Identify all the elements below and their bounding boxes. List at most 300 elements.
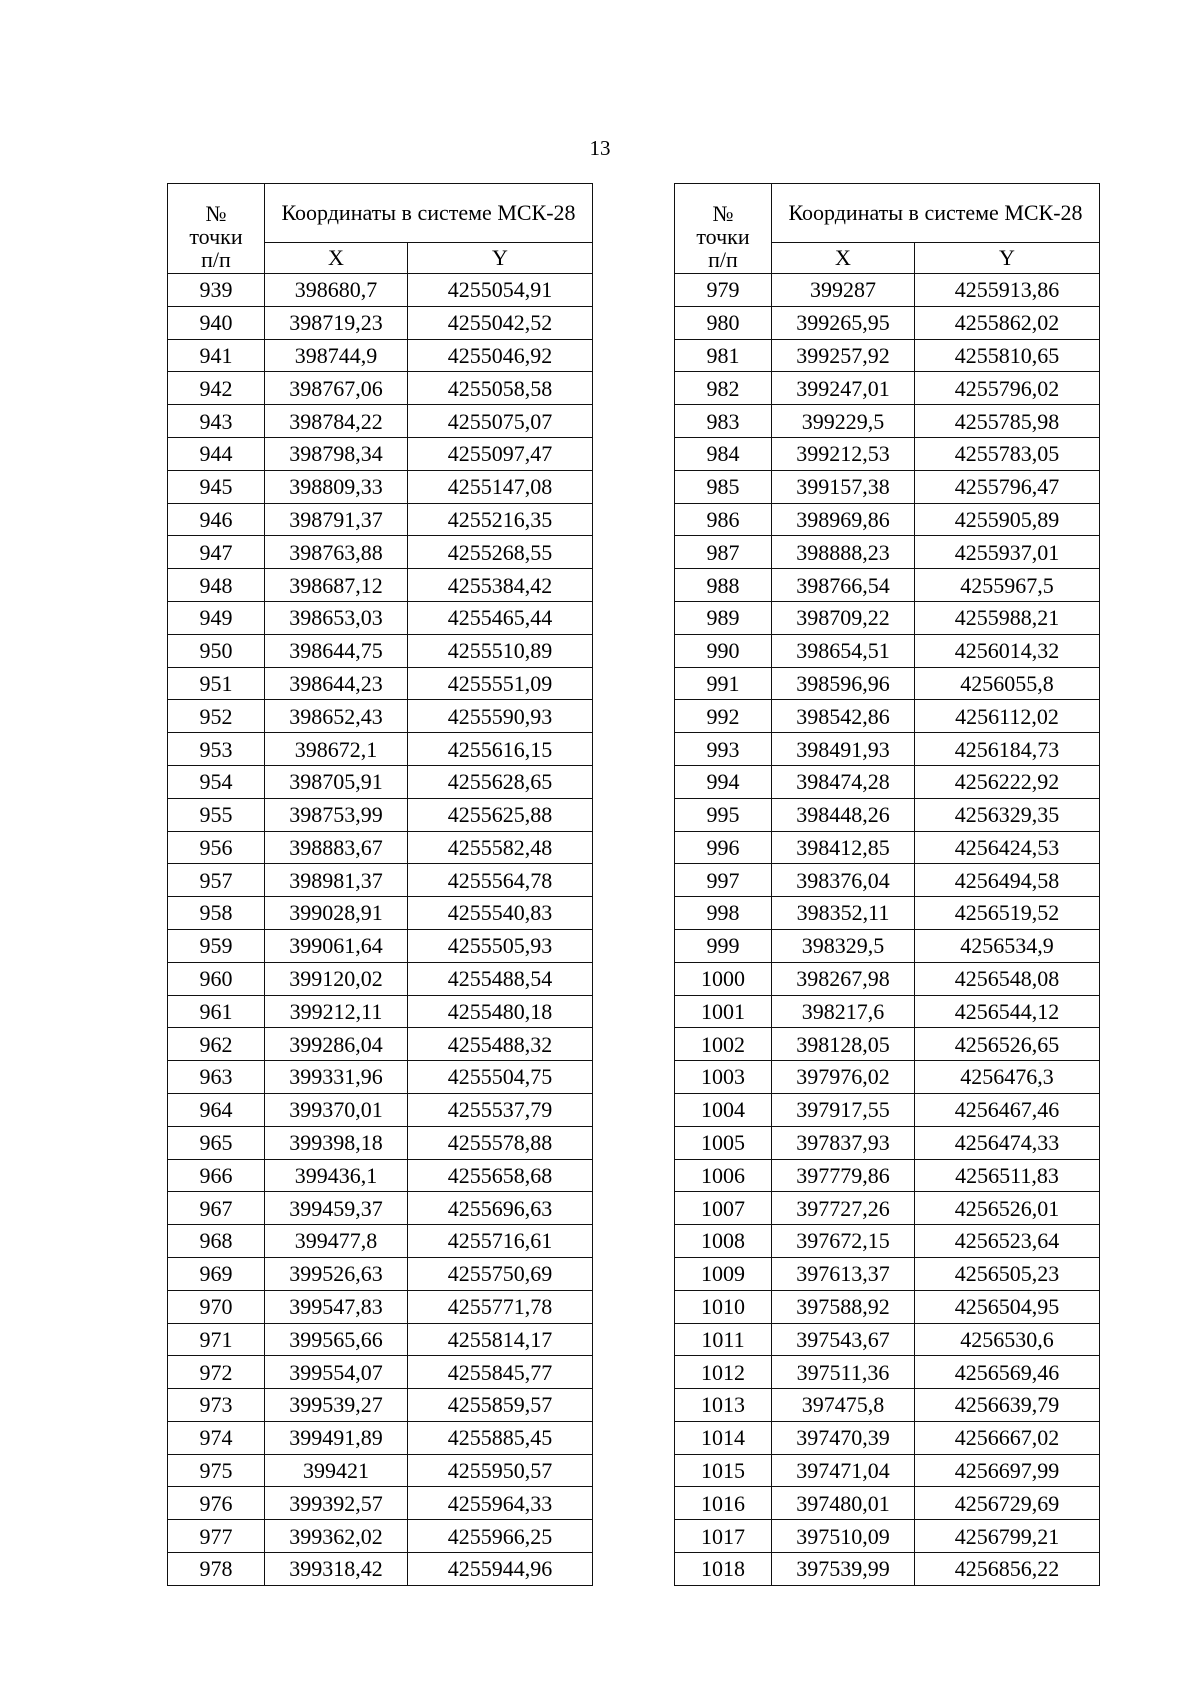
y-coordinate-cell: 4255551,09 <box>408 667 593 700</box>
x-coordinate-cell: 397543,67 <box>772 1323 915 1356</box>
point-number-cell: 1018 <box>675 1553 772 1586</box>
x-coordinate-cell: 399421 <box>265 1454 408 1487</box>
y-coordinate-cell: 4256856,22 <box>915 1553 1100 1586</box>
point-number-cell: 1005 <box>675 1126 772 1159</box>
table-row <box>168 765 593 798</box>
x-coordinate-cell: 399392,57 <box>265 1487 408 1520</box>
page-number: 13 <box>589 136 611 160</box>
point-number-cell: 1000 <box>675 962 772 995</box>
y-coordinate-cell: 4255058,58 <box>408 372 593 405</box>
x-coordinate-cell: 399547,83 <box>265 1290 408 1323</box>
point-number-cell: 992 <box>675 700 772 733</box>
point-number-cell: 994 <box>675 765 772 798</box>
y-coordinate-cell: 4256519,52 <box>915 897 1100 930</box>
table-row <box>168 733 593 766</box>
y-coordinate-cell: 4256534,9 <box>915 929 1100 962</box>
y-coordinate-cell: 4255716,61 <box>408 1225 593 1258</box>
y-coordinate-cell: 4255771,78 <box>408 1290 593 1323</box>
x-coordinate-cell: 398542,86 <box>772 700 915 733</box>
x-coordinate-cell: 398791,37 <box>265 503 408 536</box>
table-row <box>168 1421 593 1454</box>
x-coordinate-cell: 399477,8 <box>265 1225 408 1258</box>
coordinates-table-left <box>167 183 593 1586</box>
x-coordinate-cell: 399265,95 <box>772 306 915 339</box>
table-row <box>168 1126 593 1159</box>
point-number-cell: 999 <box>675 929 772 962</box>
table-row <box>675 1487 1100 1520</box>
table-row <box>675 405 1100 438</box>
x-coordinate-cell: 397613,37 <box>772 1257 915 1290</box>
table-row <box>168 1520 593 1553</box>
y-coordinate-cell: 4256329,35 <box>915 798 1100 831</box>
y-coordinate-cell: 4255785,98 <box>915 405 1100 438</box>
point-number-cell: 948 <box>168 569 265 602</box>
y-coordinate-cell: 4255097,47 <box>408 437 593 470</box>
x-coordinate-cell: 399212,53 <box>772 437 915 470</box>
point-number-cell: 968 <box>168 1225 265 1258</box>
table-row <box>675 1389 1100 1422</box>
y-coordinate-cell: 4255054,91 <box>408 274 593 307</box>
y-coordinate-cell: 4255147,08 <box>408 470 593 503</box>
table-row <box>675 1159 1100 1192</box>
table-row <box>675 503 1100 536</box>
y-coordinate-cell: 4256569,46 <box>915 1356 1100 1389</box>
y-coordinate-cell: 4255885,45 <box>408 1421 593 1454</box>
table-row <box>675 1454 1100 1487</box>
point-number-cell: 979 <box>675 274 772 307</box>
table-row <box>675 339 1100 372</box>
y-coordinate-cell: 4255505,93 <box>408 929 593 962</box>
x-coordinate-cell: 398653,03 <box>265 601 408 634</box>
y-coordinate-cell: 4255384,42 <box>408 569 593 602</box>
y-coordinate-cell: 4255268,55 <box>408 536 593 569</box>
x-coordinate-cell: 399539,27 <box>265 1389 408 1422</box>
x-coordinate-cell: 399286,04 <box>265 1028 408 1061</box>
table-row <box>675 1520 1100 1553</box>
point-number-cell: 972 <box>168 1356 265 1389</box>
y-coordinate-cell: 4255814,17 <box>408 1323 593 1356</box>
x-coordinate-cell: 399526,63 <box>265 1257 408 1290</box>
x-coordinate-cell: 398763,88 <box>265 536 408 569</box>
table-row <box>675 1093 1100 1126</box>
point-number-cell: 1002 <box>675 1028 772 1061</box>
table-row <box>168 1093 593 1126</box>
table-row <box>675 667 1100 700</box>
x-coordinate-cell: 399436,1 <box>265 1159 408 1192</box>
x-column-header: X <box>265 243 408 274</box>
x-coordinate-cell: 398217,6 <box>772 995 915 1028</box>
y-coordinate-cell: 4255042,52 <box>408 306 593 339</box>
point-number-cell: 987 <box>675 536 772 569</box>
y-coordinate-cell: 4256112,02 <box>915 700 1100 733</box>
point-number-cell: 1011 <box>675 1323 772 1356</box>
x-coordinate-cell: 398719,23 <box>265 306 408 339</box>
point-number-cell: 1015 <box>675 1454 772 1487</box>
y-column-header: Y <box>408 243 593 274</box>
y-coordinate-cell: 4255913,86 <box>915 274 1100 307</box>
y-coordinate-cell: 4255937,01 <box>915 536 1100 569</box>
point-number-cell: 962 <box>168 1028 265 1061</box>
point-number-cell: 980 <box>675 306 772 339</box>
table-row <box>675 1356 1100 1389</box>
x-coordinate-cell: 398267,98 <box>772 962 915 995</box>
y-coordinate-cell: 4255616,15 <box>408 733 593 766</box>
point-number-cell: 1001 <box>675 995 772 1028</box>
x-coordinate-cell: 399061,64 <box>265 929 408 962</box>
y-coordinate-cell: 4256523,64 <box>915 1225 1100 1258</box>
point-number-cell: 996 <box>675 831 772 864</box>
point-number-cell: 990 <box>675 634 772 667</box>
x-coordinate-cell: 398644,23 <box>265 667 408 700</box>
point-number-cell: 954 <box>168 765 265 798</box>
y-coordinate-cell: 4255488,54 <box>408 962 593 995</box>
table-row <box>168 1487 593 1520</box>
x-coordinate-cell: 398687,12 <box>265 569 408 602</box>
table-row <box>675 601 1100 634</box>
y-coordinate-cell: 4255810,65 <box>915 339 1100 372</box>
y-coordinate-cell: 4255216,35 <box>408 503 593 536</box>
coordinate-system-header: Координаты в системе МСК-28 <box>772 184 1100 243</box>
x-coordinate-cell: 398352,11 <box>772 897 915 930</box>
y-coordinate-cell: 4255905,89 <box>915 503 1100 536</box>
x-coordinate-cell: 398709,22 <box>772 601 915 634</box>
point-number-cell: 993 <box>675 733 772 766</box>
table-row <box>168 1159 593 1192</box>
table-row <box>675 1257 1100 1290</box>
y-coordinate-cell: 4255845,77 <box>408 1356 593 1389</box>
x-coordinate-cell: 398329,5 <box>772 929 915 962</box>
y-coordinate-cell: 4255796,02 <box>915 372 1100 405</box>
y-coordinate-cell: 4256526,01 <box>915 1192 1100 1225</box>
x-coordinate-cell: 398766,54 <box>772 569 915 602</box>
table-row <box>168 503 593 536</box>
table-row <box>168 1389 593 1422</box>
point-number-cell: 1016 <box>675 1487 772 1520</box>
point-number-cell: 944 <box>168 437 265 470</box>
x-coordinate-cell: 398784,22 <box>265 405 408 438</box>
table-row <box>675 1225 1100 1258</box>
point-number-cell: 988 <box>675 569 772 602</box>
point-number-cell: 953 <box>168 733 265 766</box>
point-number-cell: 1003 <box>675 1061 772 1094</box>
y-coordinate-cell: 4255964,33 <box>408 1487 593 1520</box>
point-number-cell: 955 <box>168 798 265 831</box>
y-coordinate-cell: 4255504,75 <box>408 1061 593 1094</box>
x-coordinate-cell: 399028,91 <box>265 897 408 930</box>
point-number-cell: 991 <box>675 667 772 700</box>
y-coordinate-cell: 4256799,21 <box>915 1520 1100 1553</box>
table-row <box>675 765 1100 798</box>
table-row <box>168 667 593 700</box>
point-number-cell: 995 <box>675 798 772 831</box>
y-coordinate-cell: 4255465,44 <box>408 601 593 634</box>
y-coordinate-cell: 4255988,21 <box>915 601 1100 634</box>
x-coordinate-cell: 397976,02 <box>772 1061 915 1094</box>
table-row <box>168 831 593 864</box>
table-row <box>168 1257 593 1290</box>
table-row <box>675 995 1100 1028</box>
x-coordinate-cell: 398883,67 <box>265 831 408 864</box>
y-coordinate-cell: 4256055,8 <box>915 667 1100 700</box>
x-coordinate-cell: 399212,11 <box>265 995 408 1028</box>
y-coordinate-cell: 4255944,96 <box>408 1553 593 1586</box>
y-coordinate-cell: 4256424,53 <box>915 831 1100 864</box>
point-number-cell: 970 <box>168 1290 265 1323</box>
x-coordinate-cell: 398767,06 <box>265 372 408 405</box>
point-number-cell: 947 <box>168 536 265 569</box>
point-number-cell: 986 <box>675 503 772 536</box>
point-number-cell: 966 <box>168 1159 265 1192</box>
table-row <box>168 569 593 602</box>
x-coordinate-cell: 397837,93 <box>772 1126 915 1159</box>
table-row <box>675 1028 1100 1061</box>
y-coordinate-cell: 4255537,79 <box>408 1093 593 1126</box>
point-number-cell: 1014 <box>675 1421 772 1454</box>
point-number-cell: 963 <box>168 1061 265 1094</box>
y-coordinate-cell: 4256494,58 <box>915 864 1100 897</box>
x-coordinate-cell: 398809,33 <box>265 470 408 503</box>
y-coordinate-cell: 4255625,88 <box>408 798 593 831</box>
point-number-cell: 964 <box>168 1093 265 1126</box>
x-coordinate-cell: 399229,5 <box>772 405 915 438</box>
x-coordinate-cell: 399331,96 <box>265 1061 408 1094</box>
x-coordinate-cell: 398798,34 <box>265 437 408 470</box>
x-coordinate-cell: 398981,37 <box>265 864 408 897</box>
point-number-cell: 950 <box>168 634 265 667</box>
x-coordinate-cell: 399120,02 <box>265 962 408 995</box>
point-number-cell: 1017 <box>675 1520 772 1553</box>
point-number-cell: 981 <box>675 339 772 372</box>
point-number-cell: 1004 <box>675 1093 772 1126</box>
point-number-cell: 957 <box>168 864 265 897</box>
y-coordinate-cell: 4255582,48 <box>408 831 593 864</box>
x-coordinate-cell: 398753,99 <box>265 798 408 831</box>
table-row <box>168 929 593 962</box>
x-coordinate-cell: 398474,28 <box>772 765 915 798</box>
point-number-cell: 982 <box>675 372 772 405</box>
point-number-cell: 952 <box>168 700 265 733</box>
x-coordinate-cell: 397917,55 <box>772 1093 915 1126</box>
x-coordinate-cell: 398376,04 <box>772 864 915 897</box>
point-number-cell: 978 <box>168 1553 265 1586</box>
point-number-cell: 977 <box>168 1520 265 1553</box>
y-coordinate-cell: 4255590,93 <box>408 700 593 733</box>
x-coordinate-cell: 399287 <box>772 274 915 307</box>
table-row <box>675 1323 1100 1356</box>
table-row <box>168 634 593 667</box>
point-number-cell: 943 <box>168 405 265 438</box>
y-coordinate-cell: 4255578,88 <box>408 1126 593 1159</box>
x-coordinate-cell: 398672,1 <box>265 733 408 766</box>
y-coordinate-cell: 4256639,79 <box>915 1389 1100 1422</box>
point-number-cell: 958 <box>168 897 265 930</box>
point-number-cell: 969 <box>168 1257 265 1290</box>
x-coordinate-cell: 399257,92 <box>772 339 915 372</box>
table-row <box>168 437 593 470</box>
table-row <box>675 306 1100 339</box>
point-number-cell: 949 <box>168 601 265 634</box>
coordinates-table-right <box>674 183 1100 1586</box>
point-number-cell: 956 <box>168 831 265 864</box>
x-coordinate-cell: 397588,92 <box>772 1290 915 1323</box>
table-row <box>675 1421 1100 1454</box>
table-row <box>675 634 1100 667</box>
coordinate-system-header: Координаты в системе МСК-28 <box>265 184 593 243</box>
x-coordinate-cell: 399565,66 <box>265 1323 408 1356</box>
table-row <box>675 470 1100 503</box>
x-coordinate-cell: 397672,15 <box>772 1225 915 1258</box>
table-body-right <box>675 274 1100 1586</box>
table-row <box>168 700 593 733</box>
table-row <box>675 1290 1100 1323</box>
y-coordinate-cell: 4255750,69 <box>408 1257 593 1290</box>
point-number-cell: 959 <box>168 929 265 962</box>
point-number-cell: 998 <box>675 897 772 930</box>
point-number-cell: 965 <box>168 1126 265 1159</box>
point-number-cell: 941 <box>168 339 265 372</box>
y-coordinate-cell: 4255540,83 <box>408 897 593 930</box>
y-coordinate-cell: 4256697,99 <box>915 1454 1100 1487</box>
y-coordinate-cell: 4256526,65 <box>915 1028 1100 1061</box>
table-row <box>675 864 1100 897</box>
table-row <box>675 831 1100 864</box>
table-row <box>168 306 593 339</box>
y-coordinate-cell: 4255510,89 <box>408 634 593 667</box>
y-coordinate-cell: 4255564,78 <box>408 864 593 897</box>
table-row <box>675 962 1100 995</box>
point-number-cell: 960 <box>168 962 265 995</box>
x-coordinate-cell: 397480,01 <box>772 1487 915 1520</box>
table-row <box>168 1356 593 1389</box>
x-coordinate-cell: 398888,23 <box>772 536 915 569</box>
x-coordinate-cell: 397471,04 <box>772 1454 915 1487</box>
y-coordinate-cell: 4255859,57 <box>408 1389 593 1422</box>
table-row <box>675 1553 1100 1586</box>
x-coordinate-cell: 399157,38 <box>772 470 915 503</box>
table-row <box>675 569 1100 602</box>
y-coordinate-cell: 4255862,02 <box>915 306 1100 339</box>
y-coordinate-cell: 4255658,68 <box>408 1159 593 1192</box>
x-coordinate-cell: 397727,26 <box>772 1192 915 1225</box>
point-number-cell: 939 <box>168 274 265 307</box>
table-row <box>168 1192 593 1225</box>
point-number-cell: 1007 <box>675 1192 772 1225</box>
x-coordinate-cell: 398969,86 <box>772 503 915 536</box>
point-number-cell: 967 <box>168 1192 265 1225</box>
table-row <box>675 733 1100 766</box>
x-coordinate-cell: 398680,7 <box>265 274 408 307</box>
y-coordinate-cell: 4256467,46 <box>915 1093 1100 1126</box>
point-number-cell: 984 <box>675 437 772 470</box>
point-number-header: № точки п/п <box>675 184 772 274</box>
table-row <box>675 437 1100 470</box>
point-number-cell: 946 <box>168 503 265 536</box>
x-column-header: X <box>772 243 915 274</box>
table-row <box>168 536 593 569</box>
x-coordinate-cell: 398412,85 <box>772 831 915 864</box>
table-row <box>675 929 1100 962</box>
table-row <box>675 372 1100 405</box>
y-coordinate-cell: 4255783,05 <box>915 437 1100 470</box>
x-coordinate-cell: 397510,09 <box>772 1520 915 1553</box>
y-coordinate-cell: 4256474,33 <box>915 1126 1100 1159</box>
x-coordinate-cell: 398644,75 <box>265 634 408 667</box>
x-coordinate-cell: 397475,8 <box>772 1389 915 1422</box>
x-coordinate-cell: 399398,18 <box>265 1126 408 1159</box>
table-row <box>675 700 1100 733</box>
table-row <box>168 897 593 930</box>
table-row <box>675 798 1100 831</box>
table-row <box>168 798 593 831</box>
y-coordinate-cell: 4256544,12 <box>915 995 1100 1028</box>
point-number-header: № точки п/п <box>168 184 265 274</box>
table-row <box>168 864 593 897</box>
table-row <box>675 536 1100 569</box>
table-row <box>675 897 1100 930</box>
point-number-cell: 985 <box>675 470 772 503</box>
y-coordinate-cell: 4256505,23 <box>915 1257 1100 1290</box>
x-coordinate-cell: 398654,51 <box>772 634 915 667</box>
y-coordinate-cell: 4256530,6 <box>915 1323 1100 1356</box>
table-row <box>168 470 593 503</box>
x-coordinate-cell: 399370,01 <box>265 1093 408 1126</box>
table-row <box>168 995 593 1028</box>
table-row <box>168 1323 593 1356</box>
table-row <box>168 1454 593 1487</box>
y-coordinate-cell: 4255796,47 <box>915 470 1100 503</box>
y-coordinate-cell: 4256184,73 <box>915 733 1100 766</box>
x-coordinate-cell: 398128,05 <box>772 1028 915 1061</box>
x-coordinate-cell: 398596,96 <box>772 667 915 700</box>
point-number-cell: 974 <box>168 1421 265 1454</box>
y-coordinate-cell: 4256222,92 <box>915 765 1100 798</box>
x-coordinate-cell: 397539,99 <box>772 1553 915 1586</box>
table-row <box>168 405 593 438</box>
point-number-cell: 983 <box>675 405 772 438</box>
x-coordinate-cell: 399318,42 <box>265 1553 408 1586</box>
x-coordinate-cell: 397511,36 <box>772 1356 915 1389</box>
point-number-cell: 942 <box>168 372 265 405</box>
table-row <box>168 1553 593 1586</box>
point-number-cell: 1006 <box>675 1159 772 1192</box>
y-coordinate-cell: 4255480,18 <box>408 995 593 1028</box>
point-number-cell: 989 <box>675 601 772 634</box>
x-coordinate-cell: 399362,02 <box>265 1520 408 1553</box>
y-coordinate-cell: 4255046,92 <box>408 339 593 372</box>
point-number-cell: 1013 <box>675 1389 772 1422</box>
x-coordinate-cell: 398705,91 <box>265 765 408 798</box>
y-coordinate-cell: 4255075,07 <box>408 405 593 438</box>
table-row <box>168 274 593 307</box>
y-coordinate-cell: 4256504,95 <box>915 1290 1100 1323</box>
y-coordinate-cell: 4255628,65 <box>408 765 593 798</box>
table-row <box>675 1126 1100 1159</box>
y-coordinate-cell: 4256014,32 <box>915 634 1100 667</box>
table-row <box>675 274 1100 307</box>
table-body-left <box>168 274 593 1586</box>
x-coordinate-cell: 398652,43 <box>265 700 408 733</box>
point-number-cell: 997 <box>675 864 772 897</box>
table-row <box>168 601 593 634</box>
y-coordinate-cell: 4255966,25 <box>408 1520 593 1553</box>
y-coordinate-cell: 4255488,32 <box>408 1028 593 1061</box>
x-coordinate-cell: 398448,26 <box>772 798 915 831</box>
point-number-cell: 961 <box>168 995 265 1028</box>
y-coordinate-cell: 4256667,02 <box>915 1421 1100 1454</box>
x-coordinate-cell: 398744,9 <box>265 339 408 372</box>
table-row <box>168 339 593 372</box>
y-column-header: Y <box>915 243 1100 274</box>
